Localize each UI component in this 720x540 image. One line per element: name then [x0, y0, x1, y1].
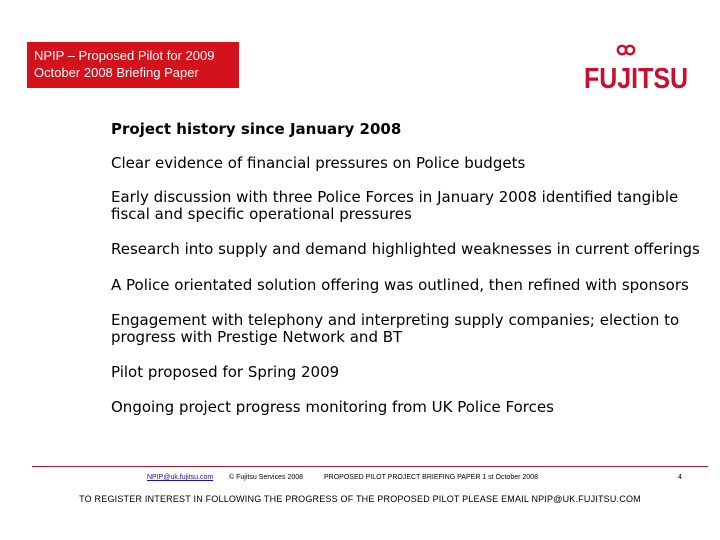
header-title-line2: October 2008 Briefing Paper	[34, 65, 199, 80]
page-number: 4	[678, 474, 682, 481]
bullet-item: Clear evidence of financial pressures on Police budgets	[111, 154, 526, 172]
footer-email-link[interactable]: NPIP@uk.fujitsu.com	[147, 474, 214, 481]
bullet-item: Engagement with telephony and interpreting supply companies; election to progress with Prestige Network and BT	[111, 311, 680, 346]
footer-copyright: © Fujitsu Services 2008	[229, 474, 304, 481]
infinity-icon	[618, 46, 634, 54]
header-banner	[27, 42, 239, 88]
bullet-item: Ongoing project progress monitoring from UK Police Forces	[111, 398, 554, 416]
bullet-item: A Police orientated solution offering was outlined, then refined with sponsors	[111, 276, 689, 294]
header-title-line1: NPIP – Proposed Pilot for 2009	[34, 48, 215, 63]
footer-divider	[32, 466, 708, 467]
bullet-item: Research into supply and demand highlighted weaknesses in current offerings	[111, 240, 700, 258]
svg-text:FUJITSU: FUJITSU	[584, 63, 688, 95]
bullet-item: Pilot proposed for Spring 2009	[111, 363, 340, 381]
bullet-item: Early discussion with three Police Forces in January 2008 identified tangible fiscal and specific operational pressures	[111, 188, 679, 223]
footer-paper-title: PROPOSED PILOT PROJECT BRIEFING PAPER 1 st October 2008	[324, 474, 538, 481]
register-notice: TO REGISTER INTEREST IN FOLLOWING THE PROGRESS OF THE PROPOSED PILOT PLEASE EMAIL NPIP@UK.FUJITSU.COM	[79, 494, 641, 504]
fujitsu-logo	[582, 42, 692, 94]
section-title: Project history since January 2008	[111, 120, 402, 138]
